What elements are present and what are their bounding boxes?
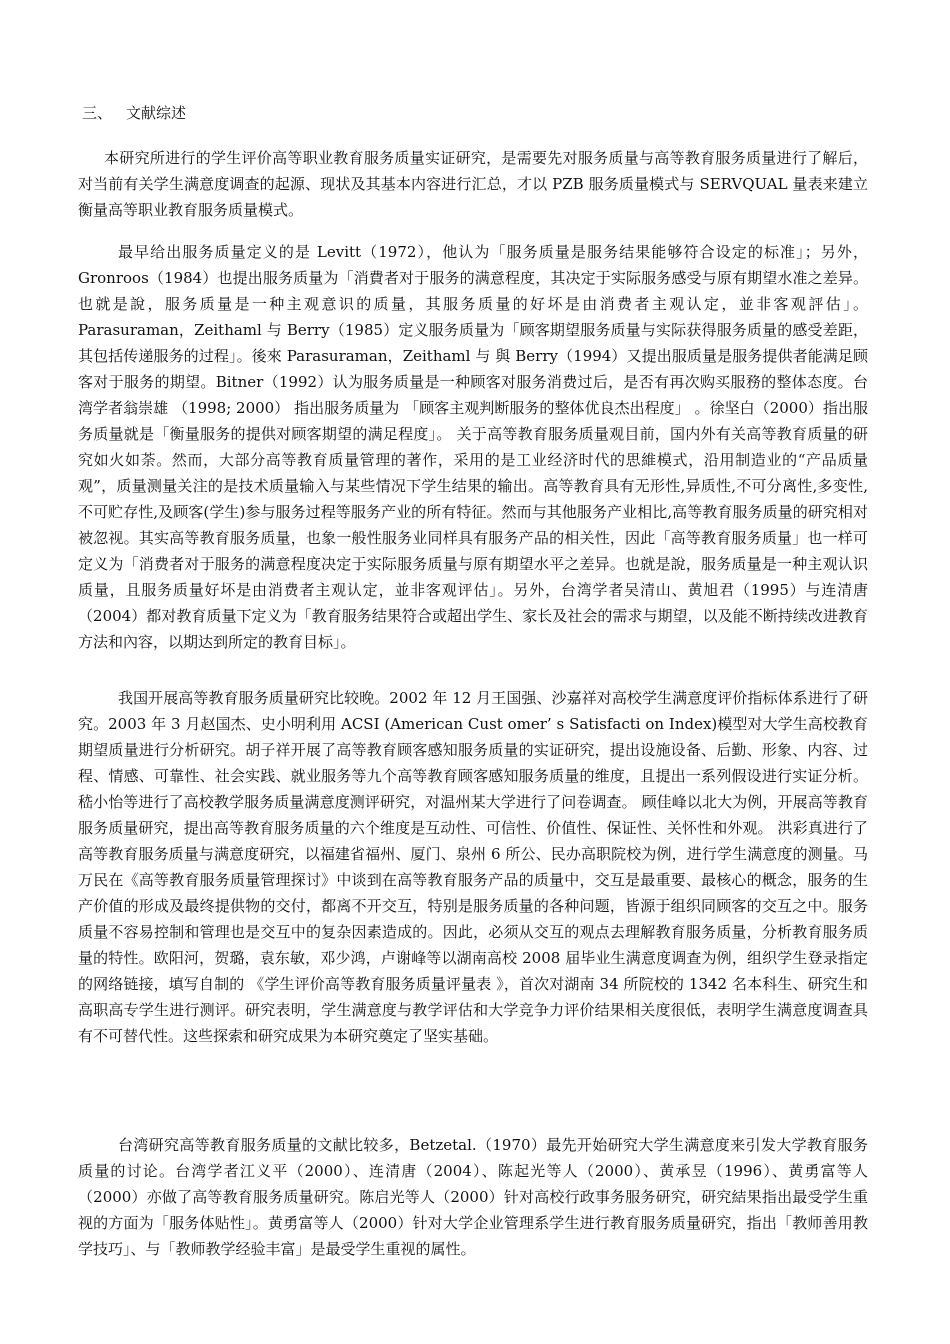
paragraph-taiwan-research: 台湾研究高等教育服务质量的文献比较多，Betzetal.（1970）最先开始研究大学生满意度来引发大学教育服务质量的讨论。台湾学者江义平（2000）、连清唐（2004）、陈起光等人（2000）、黄承昱（1996）、黄勇富等人（2000）亦做了高等教育服务质量研究。陈启光等人（2000）针对高校行政事务服务研究，研究結果指出最受学生重视的方面为「服务体贴性」。黄勇富等人（2000）针对大学企业管理系学生进行教育服务质量研究，指出「教师善用教学技巧」、与「教师教学经验丰富」是最受学生重视的属性。 (78, 1136, 868, 1258)
section-title: 文献综述 (126, 104, 187, 122)
section-heading (82, 101, 186, 125)
paragraph-service-quality-definitions: 最早给出服务质量定义的是 Levitt（1972），他认为「服务质量是服务结果能够符合设定的标准」；另外，Gronroos（1984）也提出服务质量为「消費者对于服务的满意程度，其决定于实际服务感受与原有期望水准之差异。也就是說，服务质量是一种主观意识的质量，其服务质量的好坏是由消费者主观认定，並非客观評估」。Parasuraman，Zeithaml 与 Berry（1985）定义服务质量为「顾客期望服务质量与实际获得服务质量的感受差距，其包括传递服务的过程」。後來 Parasuraman，Zeithaml 与 與 Berry（1994）又提出服质量是服务提供者能满足顾客对于服务的期望。Bitner（1992）认为服务质量是一种顾客对服务消费过后，是否有再次购买服務的整体态度。台湾学者翁崇雄 （1998; 2000） 指出服务质量为 「顾客主观判断服务的整体优良杰出程度」 。徐坚白（2000）指出服务质量就是「衡量服务的提供对顾客期望的满足程度」。 关于高等教育服务质量观目前，国内外有关高等教育质量的研究如火如荼。然而，大部分高等教育质量管理的著作，采用的是工业经济时代的思維模式，沿用制造业的“产品质量观”，质量测量关注的是技术质量输入与某些情况下学生结果的输出。高等教育具有无形性,异质性,不可分离性,多变性,不可贮存性,及顾客(学生)参与服务过程等服务产业的所有特征。然而与其他服务产业相比,高等教育服务质量的研究相对被忽视。其实高等教育服务质量，也象一般性服务业同样具有服务产品的相关性，因此「高等教育服务质量」也一样可定义为「消费者对于服务的满意程度决定于实际服务质量与原有期望水平之差异。也就是說，服务质量是一种主观认识质量，且服务质量好坏是由消费者主观认定，並非客观评估」。另外，台湾学者吴清山、黄旭君（1995）与连清唐（2004）都对教育质量下定义为「教育服务结果符合或超出学生、家长及社会的需求与期望，以及能不断持续改进教育方法和內容，以期达到所定的教育目标」。 (78, 243, 868, 651)
section-number: 三、 (82, 104, 113, 122)
paragraph-domestic-research: 我国开展高等教育服务质量研究比较晚。2002 年 12 月王国强、沙嘉祥对高校学生满意度评价指标体系进行了研究。2003 年 3 月赵国杰、史小明利用 ACSI (American Cust omer’ s Satisfacti on Index)模型对大学生高校教育期望质量进行分析研究。胡子祥开展了高等教育顾客感知服务质量的实证研究，提出设施设备、后勤、形象、内容、过程、情感、可靠性、社会实践、就业服务等九个高等教育顾客感知服务质量的维度，且提出一系列假设进行实证分析。 嵇小怡等进行了高校教学服务质量满意度测评研究，对温州某大学进行了问卷调查。 顾佳峰以北大为例，开展高等教育服务质量研究，提出高等教育服务质量的六个维度是互动性、可信性、价值性、保证性、关怀性和外观。 洪彩真进行了高等教育服务质量与满意度研究，以福建省福州、厦门、泉州 6 所公、民办高职院校为例，进行学生满意度的测量。马万民在《高等教育服务质量管理探讨》中谈到在高等教育服务产品的质量中，交互是最重要、最核心的概念，服务的生产价值的形成及最终提供物的交付，都离不开交互，特别是服务质量的各种问题，皆源于组织同顾客的交互之中。服务质量不容易控制和管理也是交互中的复杂因素造成的。因此，必须从交互的观点去理解教育服务质量，分析教育服务质量的特性。欧阳河，贺璐，袁东敏，邓少鸿，卢谢峰等以湖南高校 2008 届毕业生满意度调查为例，组织学生登录指定的网络链接，填写自制的 《学生评价高等教育服务质量评量表 》，首次对湖南 34 所院校的 1342 名本科生、研究生和高职高专学生进行测评。研究表明，学生满意度与教学评估和大学竞争力评价结果相关度很低，表明学生满意度调查具有不可替代性。这些探索和研究成果为本研究奠定了坚实基础。 (78, 689, 868, 1045)
paragraph-introduction: 本研究所进行的学生评价高等职业教育服务质量实证研究，是需要先对服务质量与高等教育服务质量进行了解后，对当前有关学生满意度调查的起源、现状及其基本内容进行汇总，才以 PZB 服务质量模式与 SERVQUAL 量表来建立衡量高等职业教育服务质量模式。 (78, 149, 868, 219)
document-page (78, 0, 868, 1344)
